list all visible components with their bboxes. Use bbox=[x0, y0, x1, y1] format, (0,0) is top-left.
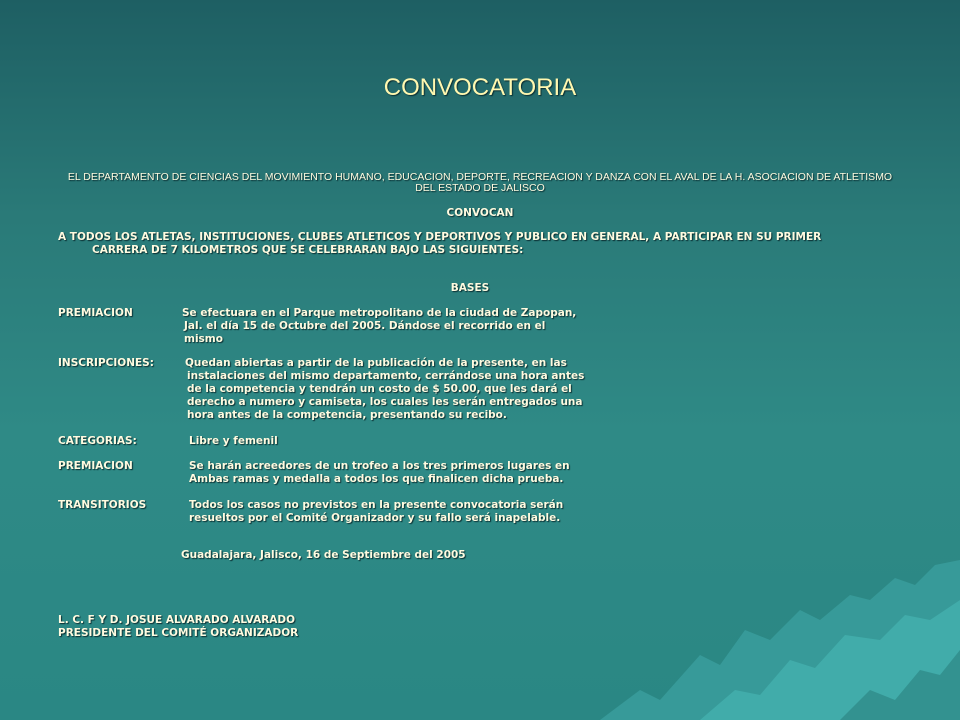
section-line: resueltos por el Comité Organizador y su fallo será inapelable. bbox=[189, 512, 561, 524]
bases-heading: BASES bbox=[450, 282, 490, 294]
section-line: mismo bbox=[184, 333, 223, 345]
section-text bbox=[182, 307, 622, 346]
section-label: INSCRIPCIONES: bbox=[58, 357, 154, 369]
section-line: Todos los casos no previstos en la presente convocatoria serán bbox=[189, 499, 564, 511]
section-line: Se efectuara en el Parque metropolitano de la ciudad de Zapopan, bbox=[182, 307, 577, 319]
section-line: de la competencia y tendrán un costo de $ 50.00, que les dará el bbox=[187, 383, 572, 395]
section-text bbox=[189, 435, 629, 448]
section-text bbox=[189, 460, 629, 486]
section-line: Quedan abiertas a partir de la publicación de la presente, en las bbox=[185, 357, 567, 369]
section-line: derecho a numero y camiseta, los cuales les serán entregados una bbox=[187, 396, 583, 408]
section-label: TRANSITORIOS bbox=[58, 499, 147, 511]
signature-role: PRESIDENTE DEL COMITÉ ORGANIZADOR bbox=[58, 627, 299, 639]
invitation-line-2: CARRERA DE 7 KILOMETROS QUE SE CELEBRARAN BAJO LAS SIGUIENTES: bbox=[92, 244, 524, 256]
date-line: Guadalajara, Jalisco, 16 de Septiembre del 2005 bbox=[181, 549, 466, 561]
section-line: Ambas ramas y medalla a todos los que finalicen dicha prueba. bbox=[189, 473, 564, 485]
invitation-paragraph bbox=[58, 231, 918, 257]
page-title: CONVOCATORIA bbox=[383, 74, 577, 101]
section-line: instalaciones del mismo departamento, cerrándose una hora antes bbox=[187, 370, 585, 382]
section-text bbox=[185, 357, 625, 422]
section-line: hora antes de la competencia, presentando su recibo. bbox=[187, 409, 507, 421]
intro-paragraph: EL DEPARTAMENTO DE CIENCIAS DEL MOVIMIENTO HUMANO, EDUCACION, DEPORTE, RECREACION Y DANZA CON EL AVAL DE LA H. ASOCIACION DE ATLETISMO DEL ESTADO DE JALISCO bbox=[67, 171, 893, 194]
section-line: Se harán acreedores de un trofeo a los tres primeros lugares en bbox=[189, 460, 570, 472]
section-label: PREMIACION bbox=[58, 460, 133, 472]
section-label: PREMIACION bbox=[58, 307, 133, 319]
section-text bbox=[189, 499, 629, 525]
invitation-line-1: A TODOS LOS ATLETAS, INSTITUCIONES, CLUBES ATLETICOS Y DEPORTIVOS Y PUBLICO EN GENERAL, A PARTICIPAR EN SU PRIMER bbox=[58, 231, 822, 243]
signature-block bbox=[58, 614, 918, 640]
section-line: Jal. el día 15 de Octubre del 2005. Dándose el recorrido en el bbox=[184, 320, 546, 332]
convocan-heading: CONVOCAN bbox=[446, 207, 514, 219]
section-line: Libre y femenil bbox=[189, 435, 278, 447]
signature-name: L. C. F Y D. JOSUE ALVARADO ALVARADO bbox=[58, 614, 296, 626]
section-label: CATEGORIAS: bbox=[58, 435, 137, 447]
